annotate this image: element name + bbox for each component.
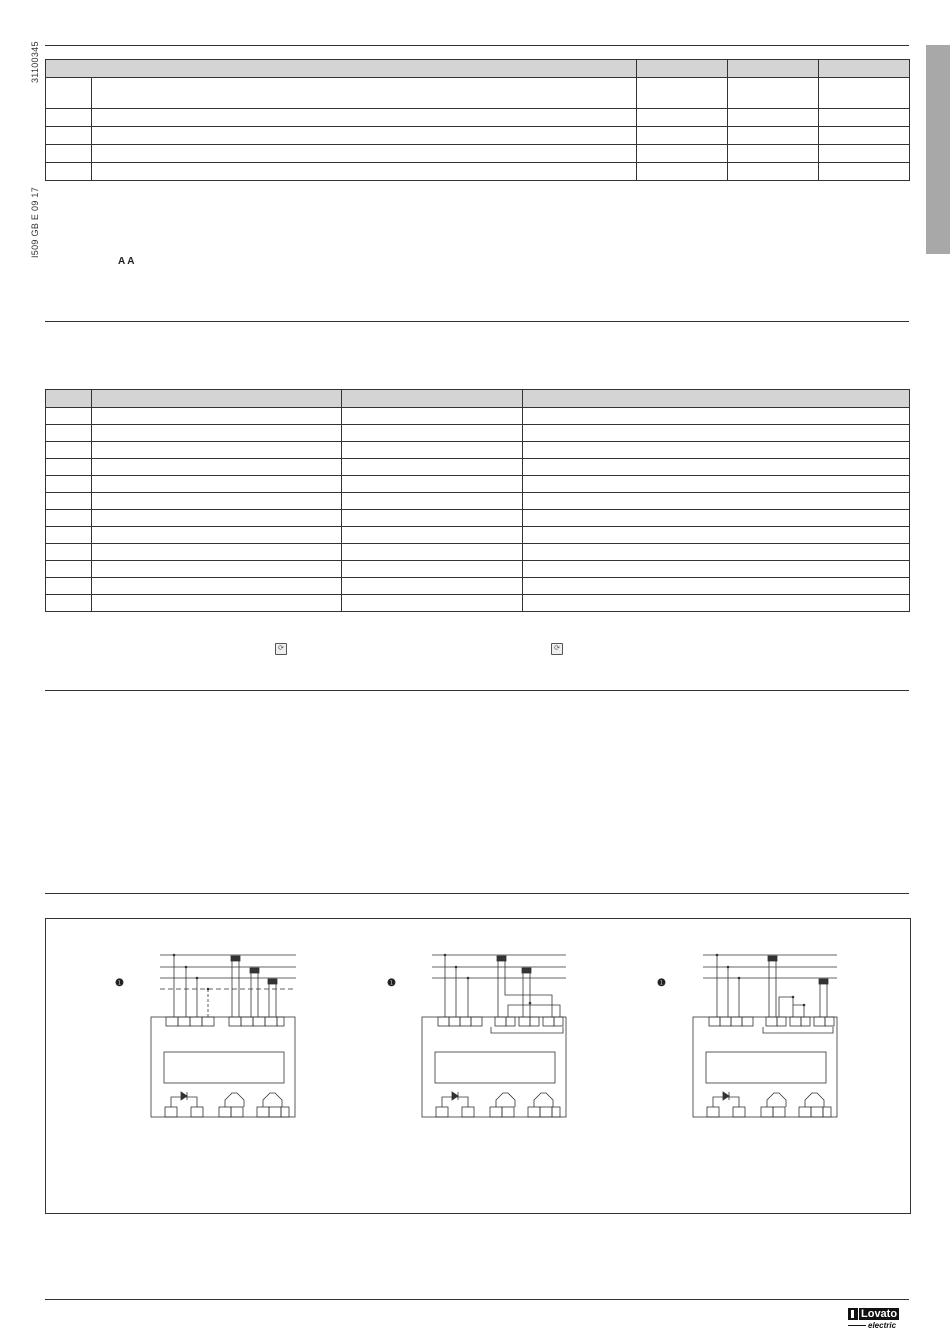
doc-number: 31100345 — [30, 41, 40, 83]
wiring-diagram-1 — [151, 955, 296, 1117]
diagram-marker-2: ❶ — [387, 978, 396, 989]
lovato-logo — [848, 1308, 899, 1330]
amp-units-note: A A — [118, 256, 135, 267]
logo-brand: Lovato — [861, 1308, 898, 1320]
logo-sub: electric — [868, 1321, 897, 1330]
wiring-diagram-3 — [693, 955, 837, 1117]
refresh-icon: ⟳ — [275, 643, 287, 655]
refresh-icon: ⟳ — [551, 643, 563, 655]
footer-rule — [45, 1299, 909, 1300]
diagram-marker-3: ❶ — [657, 978, 666, 989]
doc-revision: I509 GB E 09 17 — [30, 186, 40, 258]
diagram-marker-1: ❶ — [115, 978, 124, 989]
logo-mark-icon — [848, 1308, 858, 1320]
wiring-diagram-2 — [422, 955, 566, 1117]
